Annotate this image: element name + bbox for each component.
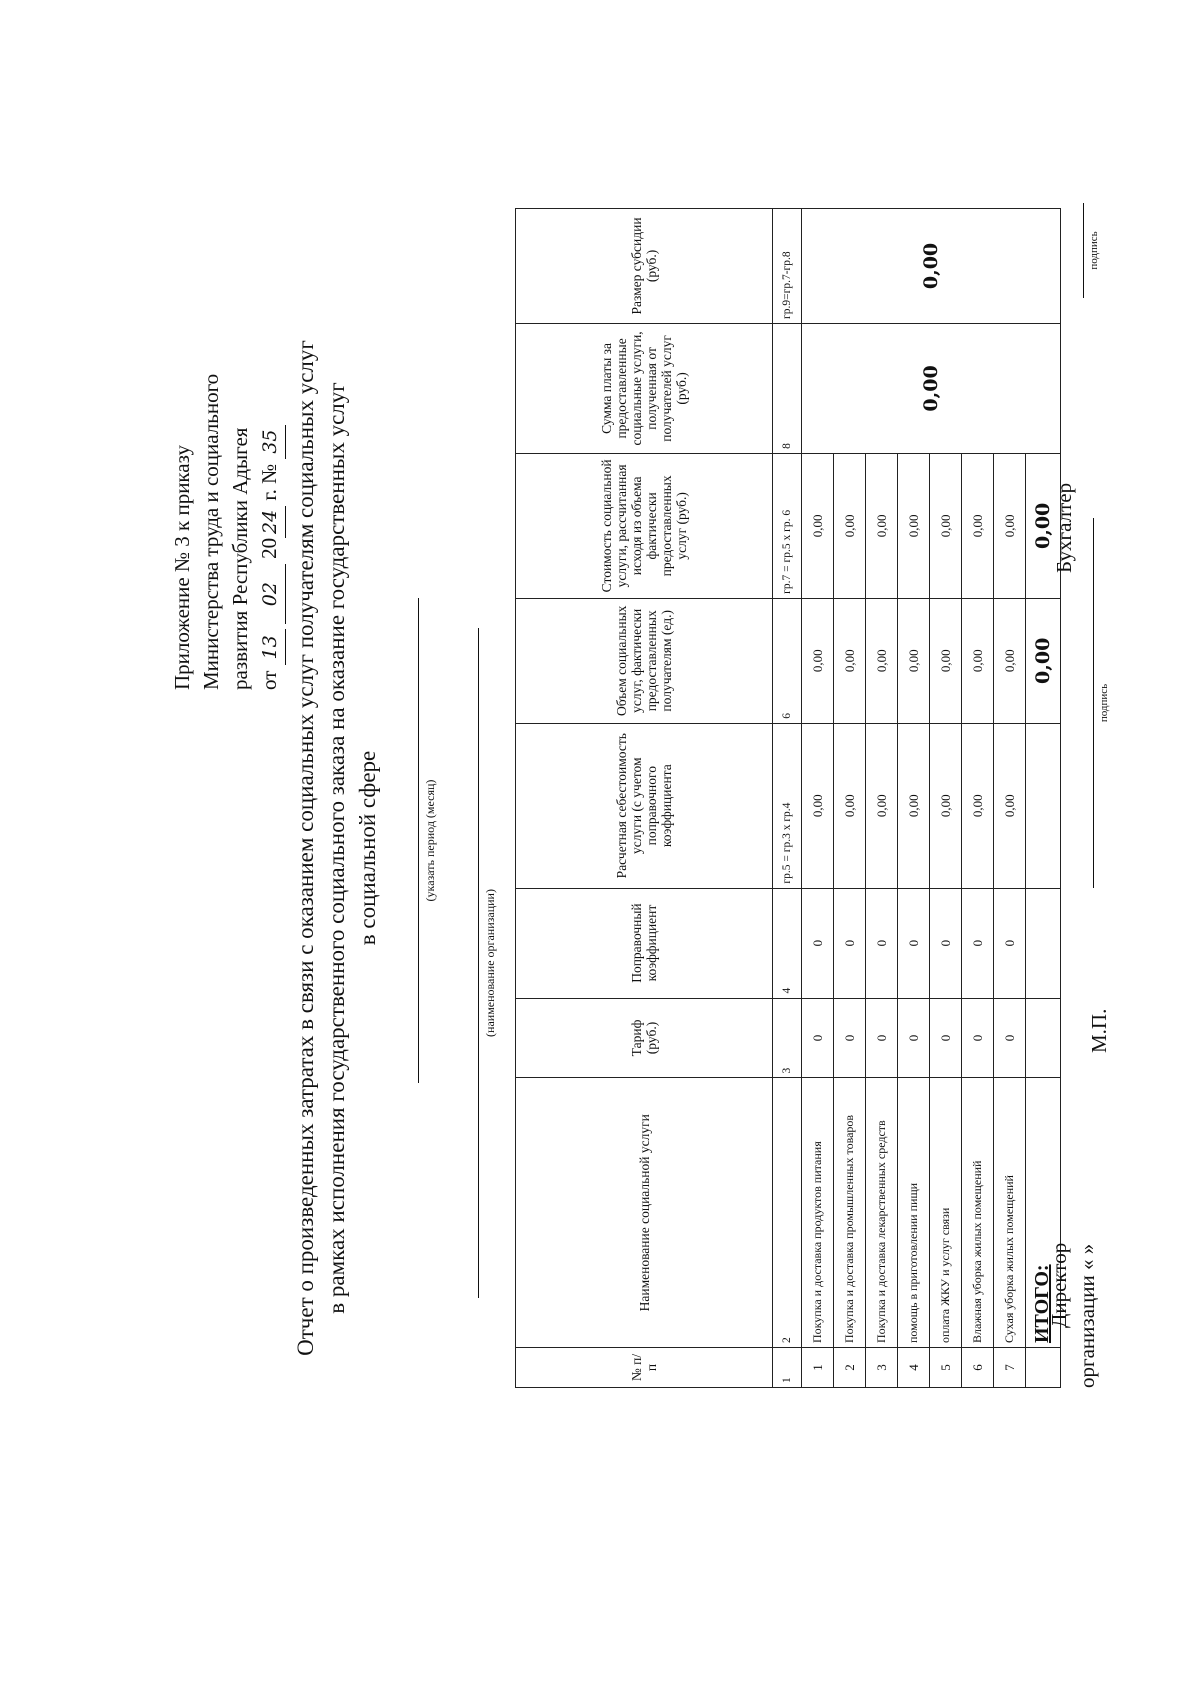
cost-cell: 0,00	[898, 723, 930, 888]
year-word: г. №	[257, 463, 281, 501]
value-cell: 0,00	[834, 453, 866, 598]
row-number: 6	[962, 1348, 994, 1388]
coef-cell: 0	[994, 888, 1026, 998]
tariff-cell: 0	[930, 998, 962, 1078]
service-name: Покупка и доставка лекарственных средств	[866, 1078, 898, 1348]
cost-cell: 0,00	[802, 723, 834, 888]
cost-cell: 0,00	[962, 723, 994, 888]
service-name: Покупка и доставка продуктов питания	[802, 1078, 834, 1348]
row-number: 3	[866, 1348, 898, 1388]
header-cell: Сумма платы за предоставленные социальные услуги, полученная от получателей услуг (руб.)	[516, 323, 773, 453]
table-row	[802, 209, 834, 1388]
volume-cell: 0,00	[834, 598, 866, 723]
total-value: 0,00	[1026, 453, 1061, 598]
col-number: гр.7 = гр.5 х гр. 6	[773, 453, 802, 598]
payment-total: 0,00	[802, 323, 1061, 453]
row-number: 5	[930, 1348, 962, 1388]
title-line2: в рамках исполнения государственного социального заказа на оказание государственных услуг	[324, 382, 349, 1314]
tariff-cell: 0	[802, 998, 834, 1078]
report-title	[290, 223, 383, 1473]
cost-cell: 0,00	[994, 723, 1026, 888]
header-cell: Поправочный коэффициент	[516, 888, 773, 998]
accountant-label: Бухгалтер	[1052, 482, 1076, 573]
tariff-cell: 0	[866, 998, 898, 1078]
header-cell: Объем социальных услуг, фактически предоставленных получателям (ед.)	[516, 598, 773, 723]
col-number: 1	[773, 1348, 802, 1388]
accountant-signature-caption: подпись	[1083, 203, 1100, 298]
from-prefix: от	[257, 670, 281, 690]
header-cell: Расчетная себестоимость услуги (с учетом поправочного коэффициента	[516, 723, 773, 888]
appendix-line3: развития Республики Адыгея	[228, 427, 252, 690]
col-number: 2	[773, 1078, 802, 1348]
service-name: помощь в приготовлении пищи	[898, 1078, 930, 1348]
header-cell: Тариф (руб.)	[516, 998, 773, 1078]
tariff-cell: 0	[962, 998, 994, 1078]
header-cell: Наименование социальной услуги	[516, 1078, 773, 1348]
col-number: 3	[773, 998, 802, 1078]
col-number: гр.9=гр.7-гр.8	[773, 209, 802, 324]
col-number: гр.5 = гр.3 х гр.4	[773, 723, 802, 888]
tariff-cell: 0	[834, 998, 866, 1078]
cost-cell: 0,00	[930, 723, 962, 888]
volume-cell: 0,00	[866, 598, 898, 723]
subsidy-total: 0,00	[802, 209, 1061, 324]
stamp-label: М.П.	[1087, 1008, 1111, 1053]
appendix-line2: Министерства труда и социального	[199, 373, 223, 690]
value-cell: 0,00	[962, 453, 994, 598]
value-cell: 0,00	[866, 453, 898, 598]
total-empty	[1026, 998, 1061, 1078]
coef-cell: 0	[962, 888, 994, 998]
coef-cell: 0	[898, 888, 930, 998]
service-name: Сухая уборка жилых помещений	[994, 1078, 1026, 1348]
title-line3: в социальной сфере	[355, 750, 380, 946]
director-block	[1045, 1243, 1101, 1388]
volume-cell: 0,00	[962, 598, 994, 723]
volume-cell: 0,00	[930, 598, 962, 723]
volume-cell: 0,00	[802, 598, 834, 723]
period-caption: (указать период (месяц)	[418, 598, 438, 1083]
director-line1: Директор	[1047, 1242, 1071, 1328]
value-cell: 0,00	[898, 453, 930, 598]
column-number-row	[773, 209, 802, 1388]
cost-cell: 0,00	[834, 723, 866, 888]
volume-cell: 0,00	[994, 598, 1026, 723]
total-empty	[1026, 888, 1061, 998]
cost-cell: 0,00	[866, 723, 898, 888]
col-number: 4	[773, 888, 802, 998]
report-table	[515, 208, 1061, 1388]
header-cell: № п/п	[516, 1348, 773, 1388]
value-cell: 0,00	[802, 453, 834, 598]
director-line2: организации « »	[1075, 1243, 1099, 1388]
service-name: оплата ЖКУ и услуг связи	[930, 1078, 962, 1348]
row-number: 4	[898, 1348, 930, 1388]
tariff-cell: 0	[994, 998, 1026, 1078]
row-number: 1	[802, 1348, 834, 1388]
tariff-cell: 0	[898, 998, 930, 1078]
appendix-date-line	[255, 374, 286, 690]
director-signature-caption: подпись	[1093, 518, 1110, 888]
service-name: Покупка и доставка промышленных товаров	[834, 1078, 866, 1348]
year-prefix: 20	[257, 537, 281, 559]
header-cell: Стоимость социальной услуги, рассчитанная исходя из объема фактически предоставленных услуг (руб.)	[516, 453, 773, 598]
date-year: 24	[256, 506, 286, 538]
col-number: 6	[773, 598, 802, 723]
value-cell: 0,00	[994, 453, 1026, 598]
coef-cell: 0	[866, 888, 898, 998]
date-day: 13	[256, 629, 286, 665]
coef-cell: 0	[802, 888, 834, 998]
coef-cell: 0	[930, 888, 962, 998]
appendix-block	[168, 374, 286, 690]
col-number: 8	[773, 323, 802, 453]
service-name: Влажная уборка жилых помещений	[962, 1078, 994, 1348]
total-volume: 0,00	[1026, 598, 1061, 723]
org-caption: (наименование организации)	[478, 628, 498, 1298]
coef-cell: 0	[834, 888, 866, 998]
header-cell: Размер субсидии (руб.)	[516, 209, 773, 324]
row-number: 7	[994, 1348, 1026, 1388]
table-header-row	[516, 209, 773, 1388]
total-empty	[1026, 723, 1061, 888]
date-month: 02	[256, 564, 286, 624]
value-cell: 0,00	[930, 453, 962, 598]
title-line1: Отчет о произведенных затратах в связи с оказанием социальных услуг получателям социальных услуг	[293, 340, 318, 1356]
order-number: 35	[256, 425, 286, 459]
row-number: 2	[834, 1348, 866, 1388]
total-label: ИТОГО:	[1030, 1264, 1053, 1344]
volume-cell: 0,00	[898, 598, 930, 723]
appendix-line1: Приложение № 3 к приказу	[170, 445, 194, 690]
